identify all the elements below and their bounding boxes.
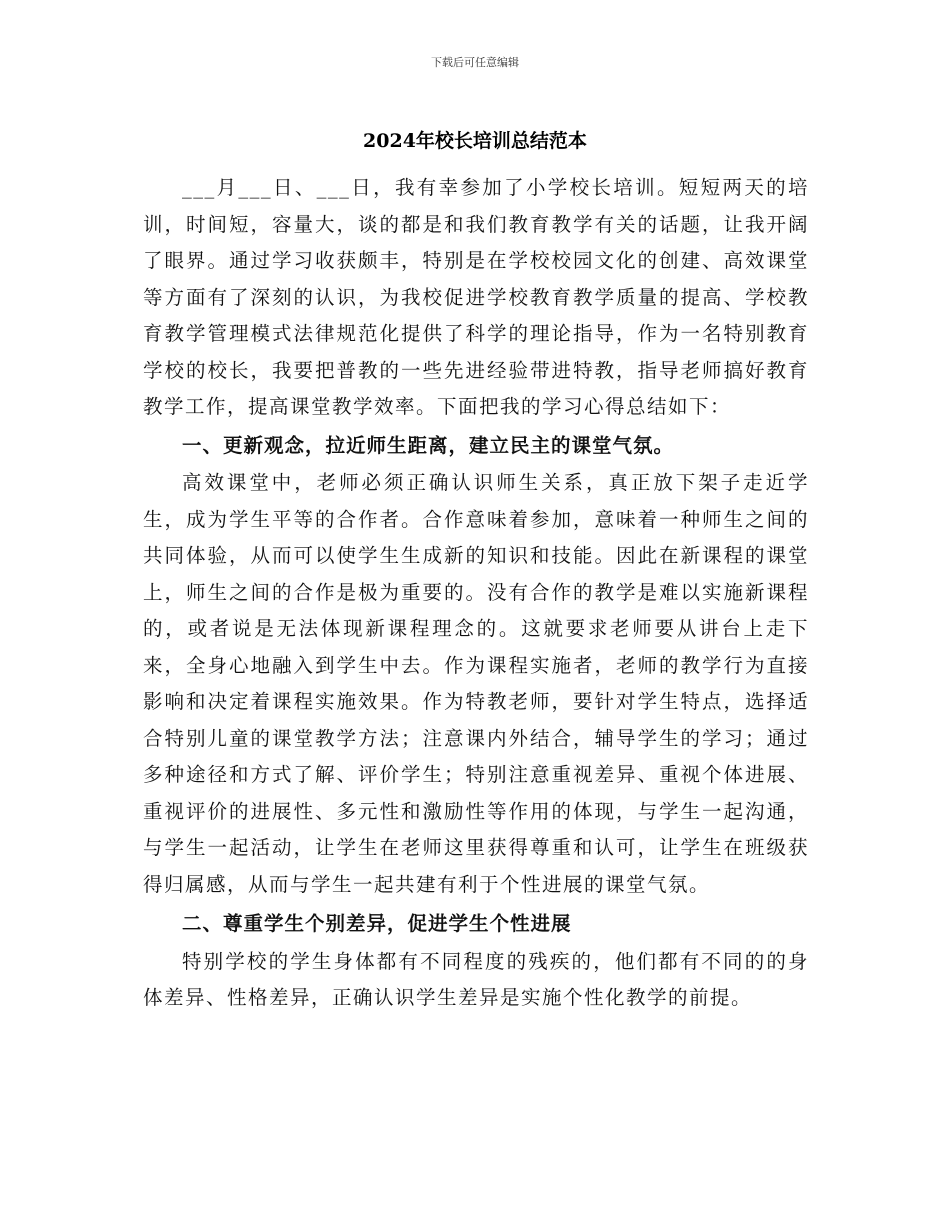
- intro-paragraph: ___月___日、___日，我有幸参加了小学校长培训。短短两天的培训，时间短，容量大，谈的都是和我们教育教学有关的话题，让我开阔了眼界。通过学习收获颇丰，特别是在学校校园文化的创建、高效课堂等方面有了深刻的认识，为我校促进学校教育教学质量的提高、学校教育教学管理模式法律规范化提供了科学的理论指导，作为一名特别教育学校的校长，我要把普教的一些先进经验带进特教，指导老师搞好教育教学工作，提高课堂教学效率。下面把我的学习心得总结如下：: [143, 176, 809, 418]
- document-title: 2024年校长培训总结范本: [363, 130, 587, 152]
- header-note: 下载后可任意编辑: [431, 56, 519, 69]
- section-2-paragraph: 特别学校的学生身体都有不同程度的残疾的，他们都有不同的的身体差异、性格差异，正确认识学生差异是实施个性化教学的前提。: [143, 949, 809, 1009]
- section-1-heading: 一、更新观念，拉近师生距离，建立民主的课堂气氛。: [182, 433, 675, 457]
- section-2-heading: 二、尊重学生个别差异，促进学生个性进展: [182, 912, 572, 935]
- document-body: [143, 170, 809, 1017]
- section-1-paragraph: 高效课堂中，老师必须正确认识师生关系，真正放下架子走近学生，成为学生平等的合作者。合作意味着参加，意味着一种师生之间的共同体验，从而可以使学生生成新的知识和技能。因此在新课程的课堂上，师生之间的合作是极为重要的。没有合作的教学是难以实施新课程的，或者说是无法体现新课程理念的。这就要求老师要从讲台上走下来，全身心地融入到学生中去。作为课程实施者，老师的教学行为直接影响和决定着课程实施效果。作为特教老师，要针对学生特点，选择适合特别儿童的课堂教学方法；注意课内外结合，辅导学生的学习；通过多种途径和方式了解、评价学生；特别注意重视差异、重视个体进展、重视评价的进展性、多元性和激励性等作用的体现，与学生一起沟通，与学生一起活动，让学生在老师这里获得尊重和认可，让学生在班级获得归属感，从而与学生一起共建有利于个性进展的课堂气氛。: [143, 471, 809, 896]
